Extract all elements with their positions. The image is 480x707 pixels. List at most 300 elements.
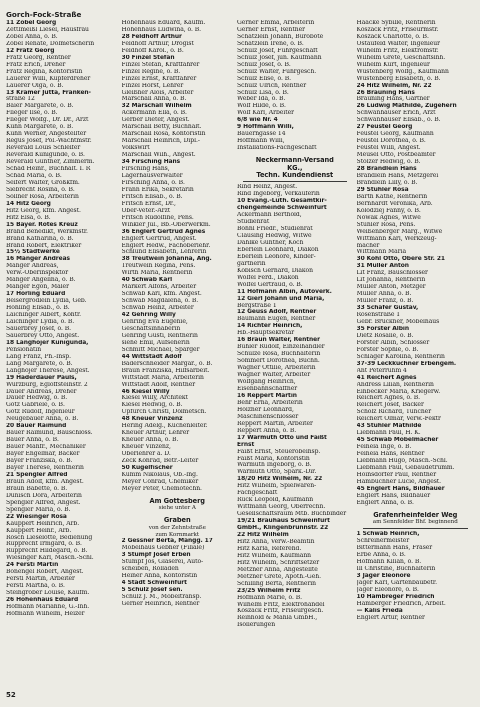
directory-entry: Hering Adelg., Küchenleiter.: [121, 423, 208, 430]
directory-entry: Wittmann Maria: [356, 249, 407, 256]
directory-entry: Hamberger Friedrich, Arbeit.: [356, 600, 446, 607]
directory-entry: Bauerngasse 14: [237, 131, 286, 138]
directory-entry: Dauer Hedwig, o. B.: [6, 395, 68, 402]
directory-entry: 10 Hambreger Friedrich: [356, 593, 435, 600]
directory-entry: Wiesinger Karl, Masch.-Schl.: [6, 555, 94, 562]
directory-entry: Eberlein Leonhard, Diakon: [237, 246, 319, 253]
directory-entry: 2 Gessner Berta, Mangg. 17: [121, 538, 213, 545]
directory-entry: Spengler Maria, o. B.: [6, 506, 71, 513]
directory-entry: Schwanhäuser Erich, Arzt: [356, 110, 436, 117]
directory-entry: Bernhardt Veronika, Arb.: [356, 200, 433, 207]
directory-entry: Lang Franz, Ph.-Insp.: [6, 353, 71, 360]
directory-entry: Schulz Josef, Fuhrgeschäft: [237, 47, 318, 54]
directory-entry: Winkler Jul., Bb.-Oberwerkm.: [121, 221, 211, 228]
directory-entry: Gerner Emma, Arbeiterin: [237, 20, 315, 26]
directory-entry: Haacke Sybille, Rentnerin: [356, 20, 436, 26]
directory-entry: Faißt Maria, Kontoristin: [237, 455, 310, 462]
directory-entry: Bauer Raimund, Bauschloss.: [6, 430, 93, 437]
directory-entry: 37-39 Leckkuchner Erbengem.: [356, 360, 457, 367]
directory-entry: Braun Adolf, kfm. Angest.: [6, 478, 84, 485]
directory-entry: 13 Kramer Jutta, Franken-: [6, 89, 91, 96]
directory-entry: Ober-Veter.-Arzt: [121, 207, 171, 214]
directory-entry: Schad Heinr., Buchhalt. I. R: [6, 166, 91, 173]
directory-entry: 17 Warmuth Otto und Faißt: [237, 434, 327, 441]
directory-entry: Hofmann Kilian, o. B.: [356, 558, 422, 565]
directory-entry: Siebrecht Rosina, o. B.: [6, 186, 75, 193]
directory-entry: 17 Hörling Eduard: [6, 291, 66, 298]
directory-entry: Wittmann Georg, Oberrechn.: [237, 504, 326, 511]
directory-entry: Jäger Eleonore, o. B.: [356, 586, 419, 593]
directory-entry: Flieger Ilse, o. B.: [6, 110, 58, 117]
directory-entry: Schwab Karl, kfm. Angest.: [121, 291, 202, 298]
directory-entry: 3 Jäger Eleonore: [356, 572, 411, 579]
street-header: Gorch-Fock-Straße: [6, 10, 82, 19]
directory-entry: 28 Brändlein Hans: [356, 166, 417, 173]
directory-entry: Bittermann Hans, Fräser: [356, 544, 433, 551]
directory-entry: 15 Bayer. Rotes Kreuz: [6, 221, 78, 228]
directory-entry: Treutwein Regina, Pens.: [121, 263, 196, 270]
directory-entry: 31 Müller Anton: [356, 263, 409, 270]
directory-entry: Hohenhaus Ludwina, o. B.: [121, 26, 201, 33]
directory-entry: Bühler Rudolf, Einzelhändler: [237, 344, 325, 351]
directory-entry: Englert Artur, Rentner: [356, 614, 425, 621]
directory-entry: Hitz Georg, kfm. Angest.: [6, 207, 81, 214]
section-heading: Graben: [163, 517, 191, 525]
directory-entry: Hofmann Marianne, G.-Inh.: [6, 604, 90, 611]
section-rule: [243, 181, 347, 182]
directory-entry: Marschall Anna, o. B.: [121, 96, 187, 103]
column-1: [6, 20, 118, 692]
directory-entry: Laichinger Albert, Kontr.: [6, 312, 82, 319]
directory-entry: Baumann Eugen, Rentner: [237, 316, 316, 323]
directory-entry: Schmitt Michael, Sparger: [121, 346, 200, 353]
directory-entry: Lit Franz, Bauschlosser: [356, 270, 428, 277]
directory-entry: Gebr. Brückner, Möbelhaus: [356, 318, 440, 325]
directory-entry: Götz Rudolf, Ingenieur: [6, 409, 75, 416]
directory-entry: Wittstadt Maria, Arbeiterin: [121, 374, 204, 381]
directory-entry: scheiben, Rolläden: [121, 566, 179, 573]
directory-entry: Kümm Nikolaus, Ob.-Ing.: [121, 471, 198, 478]
directory-entry: Fritsch Rudolfine, Pens.: [121, 214, 194, 221]
directory-entry: 22 Hitz Wilhelm: [237, 531, 289, 538]
directory-entry: Wilhelm Fritz, Elektrohandel: [237, 601, 325, 608]
directory-entry: Maschinenschlosser: [237, 413, 299, 420]
directory-entry: Marschall Wilh., Angest.: [121, 152, 196, 159]
directory-entry: Höhling Elisab., o. B.: [6, 305, 70, 312]
directory-entry: Lit Johanna, Rentnerin: [356, 277, 426, 284]
directory-entry: Beisergrödlein Lydia, Geb.: [6, 298, 87, 305]
directory-entry: Götz Gabriele, o. B.: [6, 402, 65, 409]
directory-entry: Rind Heinz, Angest.: [237, 184, 298, 191]
directory-entry: straße 12: [6, 96, 35, 103]
directory-entry: Schätzlein Irene, o. B.: [237, 40, 304, 47]
directory-entry: Wölfel Ferd., Diakon: [237, 274, 299, 281]
directory-entry: Wüstenberg Wolfg., Kaufmann: [356, 68, 449, 75]
directory-entry: Söllner Rosa, Arbeiterin: [6, 193, 79, 200]
directory-entry: Volkswirt: [121, 145, 150, 152]
directory-entry: Liebmann Paul, Gebäudetrumm.: [356, 465, 455, 471]
directory-entry: 16 Braun Walter, Rentner: [237, 337, 320, 344]
directory-entry: 29 Stühler Rosa: [356, 186, 409, 193]
directory-entry: Fritsch Ernst, Dr.,: [121, 200, 176, 207]
directory-entry: Oberlehrer a. D.: [121, 451, 171, 458]
directory-entry: Hitz Elsa, o. B.: [6, 214, 51, 221]
directory-entry: 6/8 wie Nr. 4: [237, 117, 278, 124]
directory-entry: Steingröber Louise, Kaufm.: [6, 590, 90, 597]
directory-entry: Warmuth Otto, Spark.-Dir.: [237, 469, 317, 476]
directory-entry: Marschall Rosa, Kontoristin: [121, 131, 206, 138]
directory-entry: Gerner Heinrich, Rentner: [121, 601, 200, 608]
directory-entry: Reverald Kunigunde, o. B.: [6, 152, 85, 159]
directory-entry: Pensionatin: [6, 346, 42, 353]
directory-entry: Geschäftsinhaberin: [121, 325, 181, 332]
directory-entry: Stühler Rosa, Pens.: [356, 221, 416, 228]
directory-entry: Koszack Charlotte, o. B.: [356, 33, 429, 40]
directory-entry: Frann Erika, Sekretärin: [121, 186, 194, 193]
directory-entry: Dauer Andreas, Dreher: [6, 388, 77, 395]
directory-entry: Reppert Anna, o. B.: [237, 427, 297, 434]
directory-entry: Metzner Anna, Angestellte: [237, 566, 318, 573]
directory-entry: Nowak Agnes, Witwe: [356, 214, 421, 221]
directory-entry: Meyer Peter, Chemotechn.: [121, 485, 202, 492]
directory-entry: Dahlke Günther, Koch: [237, 239, 304, 246]
directory-entry: 22 Wiesinger Rosa: [6, 513, 67, 520]
directory-entry: Wolfgang Heinrich,: [237, 379, 296, 386]
directory-entry: 23/25 Wilhelm Fritz: [237, 587, 301, 594]
directory-entry: 35 Förster Albin: [356, 325, 409, 332]
directory-entry: Möbelhaus Gebner (Filiale): [121, 545, 205, 552]
directory-entry: 1 Schwab Heinrich,: [356, 531, 420, 538]
directory-entry: Wölfel Gertraud, o. B.: [237, 281, 303, 288]
directory-entry: 19/21 Brauhaus Schweinfurt: [237, 518, 330, 525]
directory-entry: Hohenhaus Eduard, Kaufm.: [121, 20, 206, 26]
directory-entry: Gleißner Alois, Arbeiter: [121, 89, 194, 96]
directory-entry: Fratz Georg, Rentner: [6, 54, 71, 61]
directory-entry: Neugebauer Anna, o. B.: [6, 416, 79, 423]
directory-entry: Faißt Ernst, Steuerobeinsp.: [237, 448, 321, 455]
directory-entry: Zettlmeißl Liesel, Hausfrau: [6, 26, 89, 33]
directory-entry: Hitz Wilhelm, Schriftsetzer: [237, 559, 320, 566]
column-3: [237, 20, 353, 692]
directory-entry: Erbe Anna, o. B.: [356, 551, 406, 558]
directory-entry: Sauerbrey Otto, Angest.: [6, 332, 80, 339]
directory-entry: Schlund Elisabeth, Lehrerin: [121, 249, 207, 256]
directory-entry: 12 Gierl Johann und Maria,: [237, 295, 325, 302]
directory-entry: Clausing Hedwig, Witwe: [237, 233, 312, 239]
directory-entry: Weber Ida, o. B.: [237, 96, 286, 103]
directory-entry: Seifert Walter, Großkfm.: [6, 179, 80, 186]
directory-entry: 20 Bauer Raimund: [6, 423, 67, 430]
directory-entry: Marschall Heinrich, Dipl.-: [121, 138, 200, 145]
directory-entry: Dietz Rosalie, o. B.: [356, 332, 414, 339]
section-heading: Am Gottesberg: [149, 497, 205, 505]
directory-entry: Flieger Wolfg., Dr. Dr., Arzt: [6, 117, 89, 124]
directory-entry: 43 Stühler Mathilde: [356, 423, 422, 430]
directory-entry: Marschall Betty, Buchhalt.: [121, 124, 202, 131]
directory-entry: Wittstadt Adolf, Rentner: [121, 381, 196, 388]
section-subtitle: siehe unter A: [158, 505, 196, 512]
directory-entry: Reichert Olmar, Verw.-Fektr: [356, 416, 441, 423]
directory-entry: Wilhelm Kurt, Ingenieur: [356, 61, 430, 68]
directory-entry: Bauer Anna, o. B.: [6, 437, 59, 444]
directory-entry: Schulz Walter, Fuhrgesch.: [237, 68, 317, 75]
directory-entry: — Kalis Frieda: [356, 607, 403, 614]
directory-entry: 26 Ludwig Mathilde, Zugehern: [356, 103, 457, 110]
directory-entry: Metzner Grete, Apoth.-Geh.: [237, 573, 321, 580]
directory-entry: Ostaufeld Walter, Ingenieur: [356, 40, 440, 47]
directory-entry: Feinela Inge, o. B.: [356, 444, 412, 451]
directory-entry: Heiner Anna, Kontoristin: [121, 573, 198, 580]
directory-entry: 48 Kneuer Vinzenz: [121, 416, 183, 423]
directory-entry: 26 Hohenhaus Eduard: [6, 597, 79, 604]
directory-entry: 46 Kiesel Willy: [121, 388, 170, 395]
column-2: [122, 20, 234, 692]
directory-entry: Reichert Josef, Bäcker: [356, 402, 424, 409]
directory-entry: Schilling Berta, Rentnerin: [237, 580, 317, 587]
directory-entry: Warmuth Ingeborg, o. B.: [237, 462, 312, 469]
directory-entry: Hoinsdörfer Paul, Rentner: [356, 471, 437, 478]
directory-entry: 9 Hoffmann Willi,: [237, 124, 294, 131]
directory-entry: 26 Bräuning Hans: [356, 89, 415, 96]
directory-entry: Rosenstraße 1: [356, 312, 401, 319]
directory-entry: Wolf Karl, Arbeiter: [237, 110, 294, 117]
directory-entry: Baderschneider Margar., o. B.: [121, 360, 213, 367]
directory-entry: 38 Treutwein Johanna, Ang.: [121, 256, 212, 263]
directory-entry: 24 Hitz Wilhelm, Nr. 22: [356, 82, 432, 89]
directory-entry: 16 Manger Andreas: [6, 256, 70, 263]
directory-entry: Braun Franziska, Hilfsarbeit.: [121, 367, 210, 374]
directory-entry: Liebmann Hugo, Masch.-Schl.: [356, 458, 448, 465]
directory-entry: Sauerbrey Josef, o. B.: [6, 325, 72, 332]
directory-entry: 18 Langhojer Kunigunda,: [6, 339, 89, 346]
directory-entry: Schad Maria, o. B.: [6, 172, 62, 179]
directory-entry: Stolzer Hedwig, o. B.: [356, 159, 421, 166]
directory-entry: Würzburg, Egloffsteinstr. 2: [6, 381, 88, 388]
directory-entry: Hitz Wilhelm, Spielwaren-: [237, 483, 317, 490]
directory-entry: Feustel Dorothea, o. B.: [356, 138, 426, 145]
directory-entry: 10 Evang.-Luth. Gesamtkir-: [237, 198, 327, 205]
section-subtitle: zum Kornmarkt: [155, 531, 200, 538]
directory-entry: Koszack Fritz, Friseurmstr.: [356, 26, 439, 33]
directory-entry: Finzel Stefan, Kraftfahrer: [121, 61, 200, 68]
directory-entry: Schulz Ulrich, Rentner: [237, 82, 307, 89]
directory-entry: Feldhoff Arthur, Drogist: [121, 40, 194, 47]
directory-entry: Gerner Ernst, Rentner: [237, 26, 305, 33]
directory-entry: Andress Lilian, Rentnerin: [356, 381, 434, 388]
directory-entry: Reverald Günther, Zimmerm.: [6, 159, 95, 166]
section-subtitle: von der Zehntstraße: [148, 524, 206, 531]
directory-entry: Rind Ingeborg, Verkäuferin: [237, 191, 320, 198]
directory-entry: Finzel Horst, Lehrer: [121, 82, 184, 89]
section-heading: Grafenrheinfelder Weg: [373, 511, 458, 519]
directory-entry: Schulz Josef, jun. Kaufmann: [237, 54, 322, 61]
directory-entry: Weißenberger Marg., Witwe: [356, 228, 443, 235]
directory-entry: Finzel Ernst, Kraftfahrer: [121, 75, 197, 82]
directory-entry: Wolf Hilde, o. B.: [237, 103, 286, 110]
directory-entry: Reinhold & Mahla GmbH.,: [237, 615, 318, 622]
directory-entry: Bonengel Robert, Angest.: [6, 569, 84, 576]
directory-entry: 14 Hitz Georg: [6, 200, 51, 207]
directory-entry: Wüstenberg Elisabeth, o. B.: [356, 75, 441, 82]
directory-entry: Dünisch Dora, Arbeiterin: [6, 492, 82, 499]
directory-entry: Zobel Anna, o. B.: [6, 33, 58, 40]
directory-entry: Ill Christine, Buchhalterin: [356, 565, 436, 572]
directory-entry: Lauerer Willi, Kupferdreher: [6, 75, 91, 82]
directory-entry: Förster Sophie, o. B.: [356, 346, 419, 353]
directory-entry: Isolierungen: [237, 622, 276, 629]
directory-entry: Englert Hedw., Fachoberlehr.: [121, 242, 211, 249]
section-heading: KG.,: [287, 164, 303, 172]
directory-entry: Bräuning Hans, Gärtner: [356, 96, 430, 103]
directory-entry: Bauer Manfr., Mechaniker: [6, 444, 86, 451]
directory-entry: 5 Schulz Josef sen.: [121, 587, 183, 594]
directory-entry: Finzel Regine, o. B.: [121, 68, 181, 75]
directory-entry: Feinela Hans, Rentner: [356, 451, 425, 458]
directory-entry: Spengler Alfred, Angest.: [6, 499, 81, 506]
directory-entry: Firsching Hans,: [121, 166, 170, 173]
directory-entry: Hambuchner Lucie, Angest.: [356, 478, 442, 485]
directory-entry: Fritsch Elisab., o. B.: [121, 193, 183, 200]
directory-entry: Fratz Erich, Dreher: [6, 61, 66, 68]
directory-entry: Upfurch Christl, Dolmetsch.: [121, 409, 207, 416]
directory-entry: Markert Alfons, Arbeiter: [121, 284, 197, 291]
directory-entry: 12 Geuss Adolf, Rentner: [237, 309, 317, 316]
directory-entry: Eisenbahnschaffner: [237, 385, 298, 392]
directory-entry: Schulze Rosa, Buchhalterin: [237, 351, 321, 358]
directory-entry: Englert Gertrud, Angest.: [121, 235, 197, 242]
directory-entry: Braun Babette, o. B.: [6, 485, 68, 492]
directory-entry: Kauppert Heinrich, Arb.: [6, 520, 80, 527]
directory-entry: GmbH., Klingenbrunnstr. 22: [237, 525, 329, 532]
directory-entry: Gehring Eva Eugenie,: [121, 318, 188, 325]
directory-entry: Schlager Karolina, Rentnerin: [356, 353, 445, 360]
directory-entry: Kiesel Hedwig, o. B.: [121, 402, 183, 409]
directory-entry: Schulz Josef, o. B.: [237, 61, 291, 68]
directory-entry: Manger Andreas,: [6, 263, 59, 270]
directory-entry: Englert Anna, o. B.: [356, 499, 414, 506]
directory-entry: Ant Peterrühm 4: [356, 367, 407, 374]
directory-entry: Kneuer Vinzenz,: [121, 444, 171, 451]
directory-entry: Einbecker Maria, Kriegerw.: [356, 388, 441, 395]
directory-entry: Schwanhäuser Elisab., o. B.: [356, 117, 441, 124]
directory-entry: chengemeinde Schweinfurt: [237, 205, 327, 212]
directory-entry: Brändlein Lilly, o. B.: [356, 179, 418, 186]
directory-entry: Hitz Karla, Referend.: [237, 545, 302, 552]
directory-entry: Hoffmann Willi,: [237, 138, 285, 145]
directory-entry: Reppert Martin, Arbeiter: [237, 420, 313, 427]
directory-entry: Kneuer Anna, o. B.: [121, 437, 179, 444]
directory-entry: Laichinger Lydia, o. B.: [6, 318, 75, 325]
columns: [6, 20, 474, 692]
directory-entry: Reverald Louis Schleifer: [6, 145, 81, 152]
directory-entry: Fratz Regina, Kontoristin: [6, 68, 83, 75]
directory-entry: Behr Erna, Arbeiterin: [237, 399, 303, 406]
directory-entry: Kuhn Werner, Angestellter: [6, 131, 87, 138]
directory-entry: 34 Firsching Hans: [121, 159, 181, 166]
directory-entry: Kiesel Willy, Architekt: [121, 395, 188, 402]
directory-entry: 24 Fersti Martin: [6, 562, 59, 569]
directory-entry: siehe Emil, Aufseherin: [121, 339, 190, 346]
directory-entry: Fachgeschäft: [237, 490, 278, 497]
directory-entry: Wilhelm Grete, Geschäftsinh.: [356, 54, 446, 61]
directory-entry: 33 Schäfer Gustav,: [356, 305, 419, 312]
directory-entry: Ruck Leopold, Kaufmann: [237, 497, 314, 504]
directory-entry: Jäger Karl, Gartenbaubetr.: [356, 579, 437, 586]
directory-entry: Brand Katharina, o. B.: [6, 235, 74, 242]
directory-entry: 16 Reppert Martin: [237, 392, 297, 399]
directory-entry: Feustel Georg, Kaufmann: [356, 131, 434, 138]
directory-entry: Manger Egon, Maler: [6, 284, 69, 291]
directory-entry: Verw.-Oberinspektor: [6, 270, 69, 277]
directory-entry: Schreinermeister: [356, 538, 410, 545]
page-number: 52: [6, 691, 16, 699]
directory-entry: 45 Schwab Möbelmacher: [356, 437, 439, 444]
directory-entry: 15½ Stadtwerke: [6, 249, 60, 256]
directory-entry: 40 Schwab Karl: [121, 277, 173, 284]
directory-entry: Kolodziej Fanny, o. B.: [356, 207, 421, 214]
directory-entry: Bayer Franziska, o. B.: [6, 458, 73, 465]
directory-entry: Wittmann Karl, Werkzeug-: [356, 235, 437, 242]
directory-entry: Lang Margarete, o. B.: [6, 360, 73, 367]
directory-entry: 27 Feustel Georg: [356, 124, 413, 131]
directory-entry: Gesellschaftsraum Mtb. Buchbinder: [237, 511, 347, 518]
directory-entry: 28 Feldhoff Arthur: [121, 33, 182, 40]
directory-entry: Wagner Ottilie, Arbeiterin: [237, 365, 316, 372]
directory-entry: Schwab Heinz, Arbeiter: [121, 305, 194, 312]
directory-entry: Hitz Wilhelm, Kaufmann: [237, 552, 312, 559]
directory-entry: 14 Richter Heinrich,: [237, 323, 303, 330]
directory-entry: Wagner Walter, Arbeiter: [237, 372, 311, 379]
directory-entry: 11 Zobel Georg: [6, 20, 57, 26]
directory-entry: 44 Wittstadt Adolf: [121, 353, 182, 360]
directory-entry: Ferstl Martin, Arbeiter: [6, 576, 75, 583]
directory-entry: 41 Reichert Agnes: [356, 374, 417, 381]
directory-entry: Lagerhausverwalter: [121, 172, 183, 179]
directory-entry: Hitz Anna, Verw.-Beamtin: [237, 538, 315, 545]
directory-entry: Kuhn Margarete, o. B.: [6, 124, 74, 131]
directory-entry: Manger Angelina, o. B.: [6, 277, 76, 284]
section-heading: Neckermann-Versand: [255, 157, 334, 165]
directory-entry: 45 Englert Hans, Bildhauer: [356, 485, 445, 492]
directory-entry: Koszack Fritz, Friseurgesch.: [237, 608, 324, 615]
directory-entry: 4 Städt Schweinfurt: [121, 580, 187, 587]
directory-entry: Ackermann Ella, o. B.: [121, 110, 187, 117]
directory-entry: Lauerer Olga, o. B.: [6, 82, 64, 89]
directory-entry: Gehring Gusti, Rentnerin: [121, 332, 198, 339]
section-heading: Techn. Kundendienst: [256, 171, 334, 179]
directory-entry: Hb.-Hauptsekretär: [237, 330, 295, 337]
directory-entry: Stumpf Jos, Glaserei, Auto-: [121, 559, 204, 566]
directory-entry: Liebmann Paul, H. K.: [356, 430, 421, 437]
directory-entry: Kneuer Arthur, Lehrer: [121, 430, 190, 437]
directory-entry: Englert Hans, Bildhauer: [356, 492, 431, 499]
directory-entry: Schätzlein Johann, Bürobote: [237, 33, 324, 40]
directory-entry: Ferstl Martha, o. B.: [6, 583, 65, 590]
directory-entry: Schulz Elise, o. B.: [237, 75, 291, 82]
directory-entry: Schulz J. M., Möbeltransp.: [121, 594, 202, 601]
directory-entry: Rupprecht Irmgard, o. B.: [6, 541, 82, 548]
directory-entry: Eberlein Leonore, Kinder-: [237, 253, 316, 260]
directory-entry: Brändlein Hans, Metzgerei: [356, 172, 439, 179]
directory-entry: 21 Spengler Alfred: [6, 471, 68, 478]
directory-entry: Meyer Conrad, Chemiker: [121, 478, 199, 485]
directory-entry: macher: [356, 242, 380, 249]
directory-entry: Feldhoff Karol., o. B.: [121, 47, 184, 54]
directory-entry: Zobel Renate, Dolmetscherin: [6, 40, 95, 47]
directory-entry: Sömmert Dorothea, Buchh.: [237, 358, 320, 365]
directory-entry: 36 Englert Gertrud Agnes: [121, 228, 206, 235]
column-4: [357, 20, 474, 692]
